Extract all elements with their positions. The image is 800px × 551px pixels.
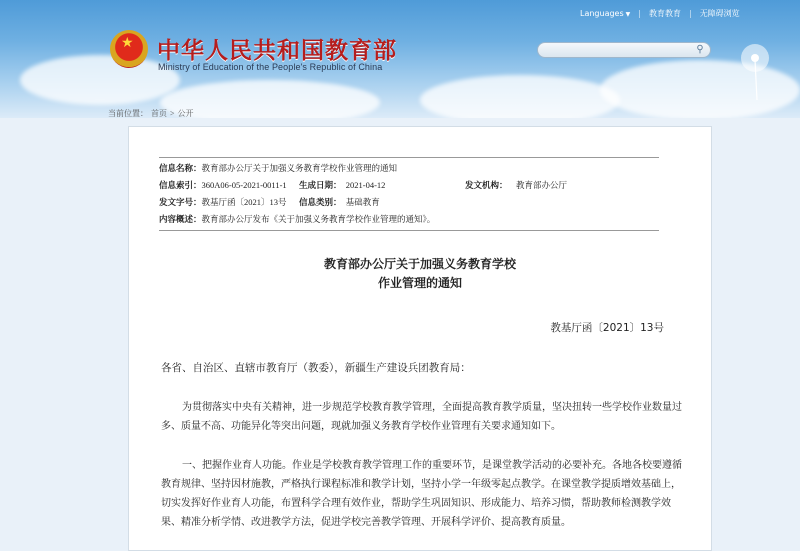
divider [159,230,659,231]
meta-row-doc-number [159,196,287,208]
meta-value: 教育部办公厅发布《关于加强义务教育学校作业管理的通知》。 [201,214,436,224]
meta-row-summary [159,213,435,225]
chevron-down-icon: ▼ [625,11,631,18]
document-number: 教基厅函〔2021〕13号 [550,322,664,334]
top-links [580,8,740,19]
national-emblem-icon: ★ [110,30,148,68]
site-title[interactable]: 中华人民共和国教育部 [157,37,397,64]
meta-row-info-name [159,162,397,174]
meta-label: 信息索引： [159,180,202,190]
divider [159,157,659,158]
breadcrumb-home[interactable]: 首页 [151,109,167,118]
breadcrumb-separator: > [170,109,175,118]
meta-value: 2021-04-12 [345,180,386,190]
paragraph: 一、把握作业育人功能。作业是学校教育教学管理工作的重要环节，是课堂教学活动的必要补充。各地各校要遵循教育规律、坚持因材施教，严格执行课程标准和教学计划，坚持小学一年级零起点教学。在课堂教学提质增效基础上，切实发挥好作业育人功能，布置科学合理有效作业，帮助学生巩固知识、形成能力、培养习惯，帮助教师检测教学效果、精准分析学情、改进教学方法，促进学校完善教学管理、开展科学评价、提高教育质量。 [161,460,682,528]
meta-value: 基础教育 [345,197,380,207]
search-input[interactable] [537,42,711,58]
accessibility-link[interactable]: 无障碍浏览 [699,9,740,18]
breadcrumb [108,108,197,119]
languages-link[interactable]: Languages ▼ [580,9,631,18]
site-subtitle: Ministry of Education of the People's Republic of China [158,62,383,72]
meta-label: 发文机构： [465,180,508,190]
meta-value: 360A06-05-2021-0011-1 [201,180,287,190]
meta-label: 发文字号： [159,197,202,207]
content-panel [128,126,712,551]
divider: | [638,9,641,18]
document-title-line1: 教育部办公厅关于加强义务教育学校 [323,257,516,271]
salutation: 各省、自治区、直辖市教育厅（教委），新疆生产建设兵团教育局： [161,362,471,374]
meta-label: 信息类别： [299,197,342,207]
meta-value: 教育部办公厅关于加强义务教育学校作业管理的通知 [201,163,398,173]
divider: | [688,9,692,18]
meta-row-category [299,196,380,208]
meta-value: 教基厅函〔2021〕13号 [201,197,287,207]
breadcrumb-public[interactable]: 公开 [177,109,194,118]
header-banner [0,0,800,118]
meta-label: 信息名称： [159,163,202,173]
meta-value: 教育部办公厅 [516,180,568,190]
dandelion-decoration-icon [735,40,775,100]
search-icon[interactable]: ⚲ [696,44,704,55]
cloud-decoration [20,55,180,105]
document-title-line2: 作业管理的通知 [377,276,462,290]
meta-row-date [299,179,385,191]
cloud-decoration [420,75,620,118]
paragraph: 为贯彻落实中央有关精神，进一步规范学校教育教学管理，全面提高教育教学质量，坚决扭转一些学校作业数量过多、质量不高、功能异化等突出问题，现就加强义务教育学校作业管理有关要求通知如下。 [161,402,682,432]
top-link-education[interactable]: 教育教育 [648,9,681,18]
meta-label: 内容概述： [159,214,202,224]
meta-row-issuer [465,179,567,191]
meta-row-index [159,179,287,191]
meta-label: 生成日期： [299,180,342,190]
breadcrumb-label: 当前位置： [108,109,148,118]
